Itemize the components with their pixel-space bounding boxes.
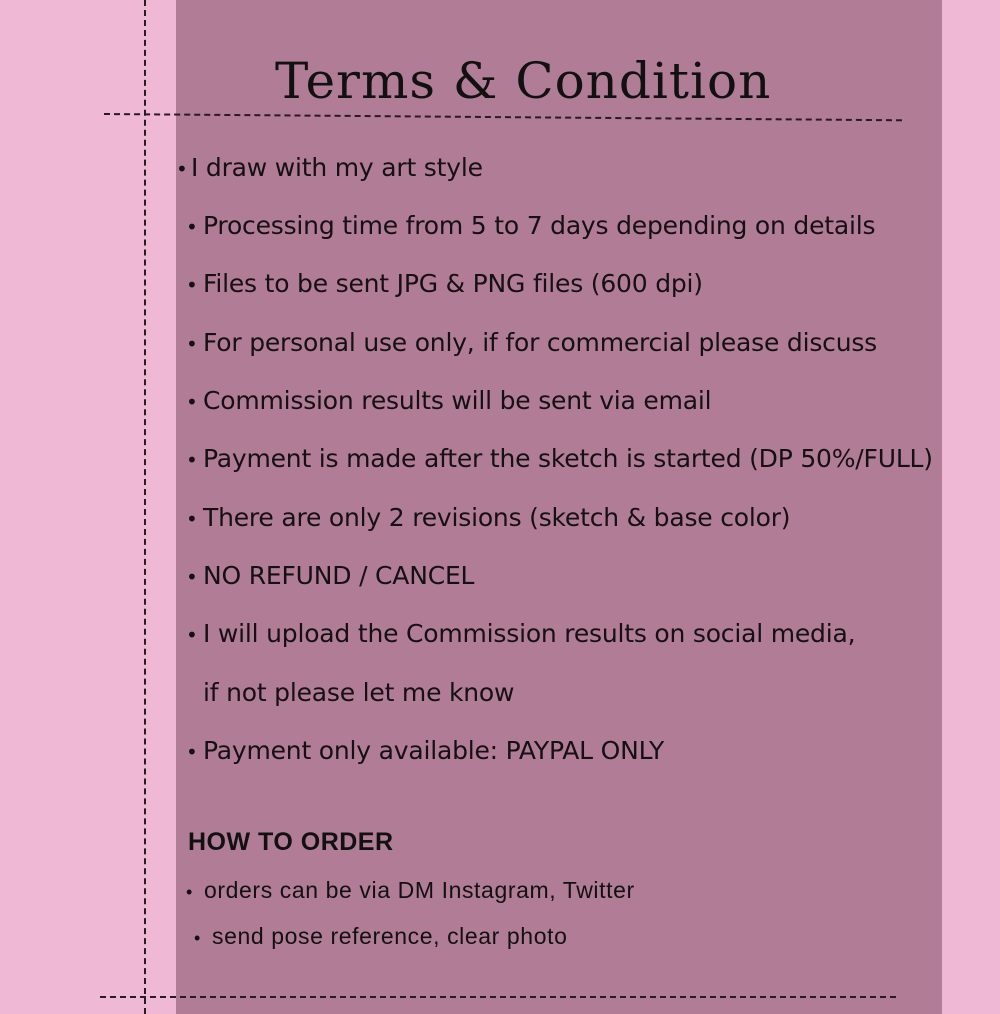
- term-text: Files to be sent JPG & PNG files (600 dpi): [203, 269, 703, 298]
- bullet-icon: •: [186, 507, 198, 531]
- term-text: Commission results will be sent via email: [203, 386, 712, 415]
- bullet-icon: •: [194, 928, 201, 948]
- how-to-order-heading: HOW TO ORDER: [188, 828, 394, 856]
- bullet-icon: •: [186, 882, 193, 902]
- term-item: [186, 326, 877, 361]
- bottom-dashed-divider: [100, 996, 896, 998]
- bullet-icon: •: [186, 623, 198, 647]
- term-item: [186, 617, 855, 652]
- term-text: I draw with my art style: [191, 153, 483, 182]
- page-title: Terms & Condition: [275, 52, 772, 110]
- term-item: [186, 442, 933, 477]
- term-item: [176, 151, 483, 186]
- vertical-dashed-guide: [144, 0, 146, 1014]
- order-item-text: orders can be via DM Instagram, Twitter: [204, 877, 635, 903]
- term-item: [186, 501, 790, 536]
- term-item: [186, 559, 474, 594]
- term-text: For personal use only, if for commercial please discuss: [203, 328, 878, 357]
- term-item: [186, 267, 703, 302]
- term-item: [186, 384, 711, 419]
- bullet-icon: •: [176, 157, 188, 181]
- order-item: [186, 875, 635, 907]
- order-item-text: send pose reference, clear photo: [212, 923, 568, 949]
- term-text: Payment only available: PAYPAL ONLY: [203, 736, 665, 765]
- bullet-icon: •: [186, 740, 198, 764]
- term-item-continuation: [203, 676, 514, 710]
- term-text: Processing time from 5 to 7 days depending on details: [203, 211, 876, 240]
- bullet-icon: •: [186, 390, 198, 414]
- term-text: NO REFUND / CANCEL: [203, 561, 475, 590]
- term-item: [186, 209, 875, 244]
- bullet-icon: •: [186, 565, 198, 589]
- term-text: Payment is made after the sketch is started (DP 50%/FULL): [203, 444, 933, 473]
- bullet-icon: •: [186, 215, 198, 239]
- term-text: I will upload the Commission results on social media,: [203, 619, 856, 648]
- bullet-icon: •: [186, 448, 198, 472]
- bullet-icon: •: [186, 332, 198, 356]
- order-item: [194, 921, 567, 953]
- term-text: if not please let me know: [203, 678, 515, 707]
- bullet-icon: •: [186, 273, 198, 297]
- term-item: [186, 734, 664, 769]
- term-text: There are only 2 revisions (sketch & base color): [203, 503, 791, 532]
